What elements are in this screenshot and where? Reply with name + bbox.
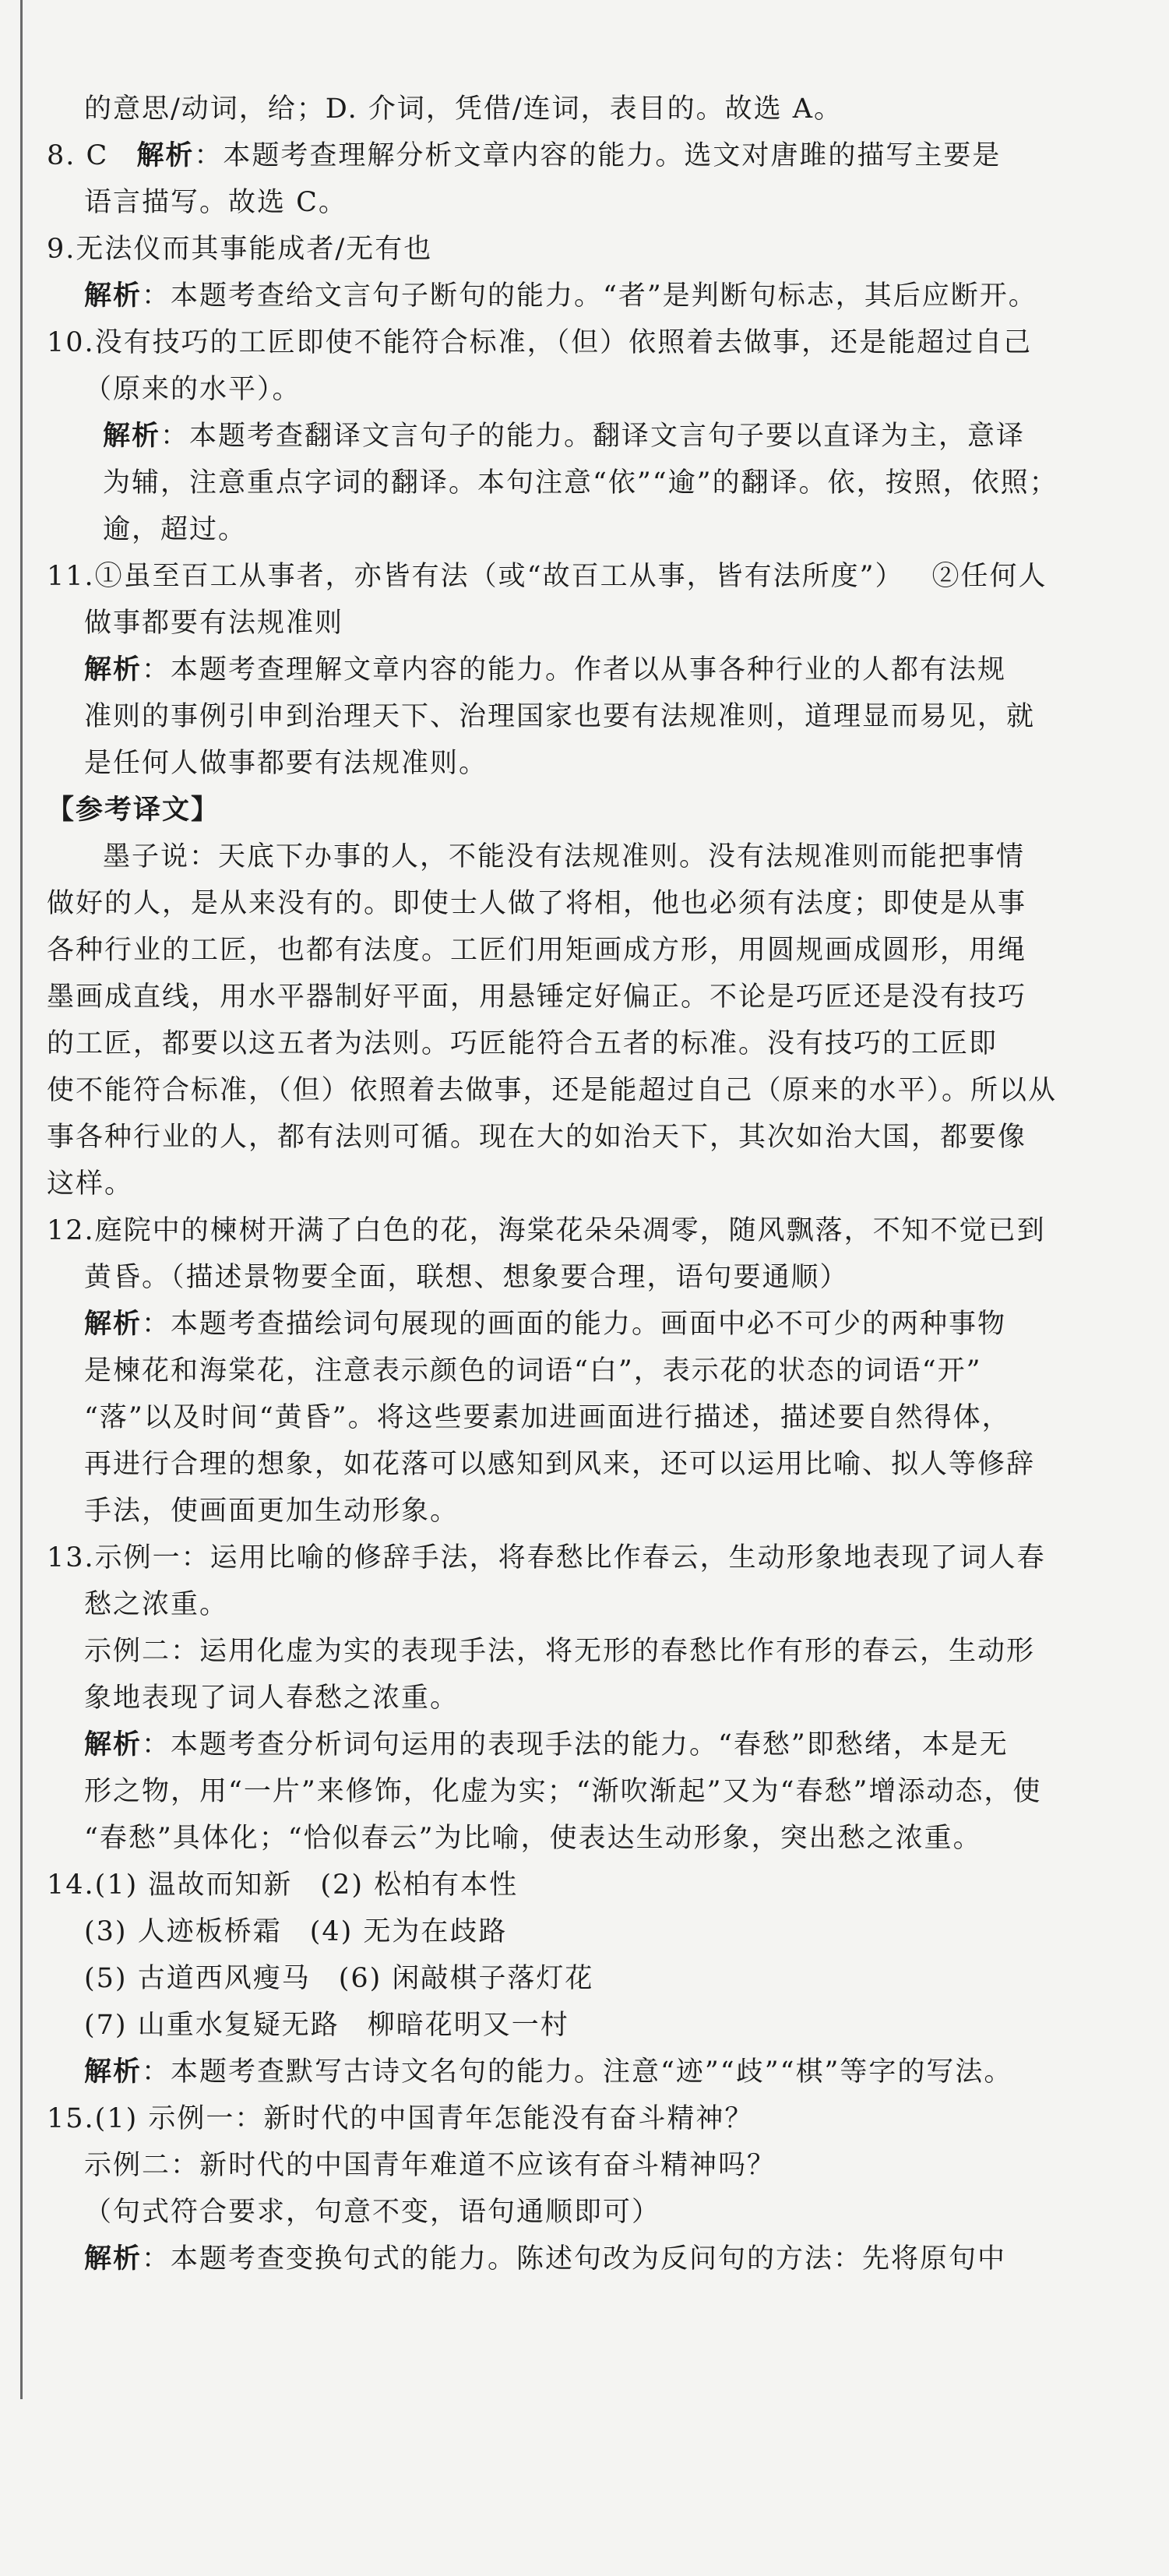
text-line: 语言描写。故选 C。 xyxy=(84,187,347,218)
answer-11: 11.①虽至百工从事者，亦皆有法（或“故百工从事，皆有法所度”） ②任何人 xyxy=(47,561,1048,592)
text-line: 是楝花和海棠花，注意表示颜色的词语“白”，表示花的状态的词语“开” xyxy=(84,1355,982,1387)
text-line: 准则的事例引申到治理天下、治理国家也要有法规准则，道理显而易见，就 xyxy=(84,701,1036,732)
analysis-label: 解析 xyxy=(84,1309,143,1340)
text-line: 逾，超过。 xyxy=(103,514,248,545)
text-line: 形之物，用“一片”来修饰，化虚为实；“渐吹渐起”又为“春愁”增添动态，使 xyxy=(84,1776,1042,1807)
answer-13: 13.示例一：运用比喻的修辞手法，将春愁比作春云，生动形象地表现了词人春 xyxy=(47,1542,1046,1573)
question-number: 13. xyxy=(47,1542,95,1573)
analysis-line: 解析：本题考查翻译文言句子的能力。翻译文言句子要以直译为主，意译 xyxy=(103,421,1026,452)
text-line: 手法，使画面更加生动形象。 xyxy=(84,1496,460,1527)
text-line: 再进行合理的想象，如花落可以感知到风来，还可以运用比喻、拟人等修辞 xyxy=(84,1449,1036,1480)
analysis-label: 解析 xyxy=(84,280,143,312)
translation-line: 做好的人，是从来没有的。即使士人做了将相，他也必须有法度；即使是从事 xyxy=(47,888,1027,919)
analysis-label: 解析 xyxy=(84,2056,143,2088)
analysis-line: 解析：本题考查给文言句子断句的能力。“者”是判断句标志，其后应断开。 xyxy=(84,280,1037,312)
question-number: 15. xyxy=(47,2103,95,2134)
translation-line: 的工匠，都要以这五者为法则。巧匠能符合五者的标准。没有技巧的工匠即 xyxy=(47,1028,998,1059)
question-number: 9. xyxy=(47,234,76,265)
answer-8: 8. C 解析：本题考查理解分析文章内容的能力。选文对唐雎的描写主要是 xyxy=(47,140,1002,171)
analysis-label: 解析 xyxy=(84,2243,143,2275)
analysis-line: 解析：本题考查分析词句运用的表现手法的能力。“春愁”即愁绪，本是无 xyxy=(84,1729,1009,1760)
translation-line: 事各种行业的人，都有法则可循。现在大的如治天下，其次如治大国，都要像 xyxy=(47,1122,1027,1153)
text-line: 为辅，注意重点字词的翻译。本句注意“依”“逾”的翻译。依，按照，依照； xyxy=(103,467,1058,499)
text-line: (3) 人迹板桥霜 (4) 无为在歧路 xyxy=(84,1916,508,1947)
translation-heading: 【参考译文】 xyxy=(47,795,220,826)
answer-14: 14.(1) 温故而知新 (2) 松柏有本性 xyxy=(47,1869,519,1901)
translation-line: 墨画成直线，用水平器制好平面，用悬锤定好偏正。不论是巧匠还是没有技巧 xyxy=(47,981,1027,1013)
analysis-label: 解析 xyxy=(103,421,161,452)
translation-line: 墨子说：天底下办事的人，不能没有法规准则。没有法规准则而能把事情 xyxy=(103,841,1026,872)
text-line: (5) 古道西风瘦马 (6) 闲敲棋子落灯花 xyxy=(84,1963,594,1994)
analysis-line: 解析：本题考查变换句式的能力。陈述句改为反问句的方法：先将原句中 xyxy=(84,2243,1007,2275)
text-line: 示例二：新时代的中国青年难道不应该有奋斗精神吗？ xyxy=(84,2150,776,2181)
text-line: “落”以及时间“黄昏”。将这些要素加进画面进行描述，描述要自然得体， xyxy=(84,1402,1011,1433)
analysis-line: 解析：本题考查默写古诗文名句的能力。注意“迹”“歧”“棋”等字的写法。 xyxy=(84,2056,1013,2088)
analysis-label: 解析 xyxy=(84,654,143,685)
translation-line: 各种行业的工匠，也都有法度。工匠们用矩画成方形，用圆规画成圆形，用绳 xyxy=(47,935,1027,966)
text-line: “春愁”具体化；“恰似春云”为比喻，使表达生动形象，突出愁之浓重。 xyxy=(84,1823,982,1854)
text-line: 是任何人做事都要有法规准则。 xyxy=(84,748,488,779)
analysis-line: 解析：本题考查描绘词句展现的画面的能力。画面中必不可少的两种事物 xyxy=(84,1309,1007,1340)
text-line: 黄昏。（描述景物要全面，联想、想象要合理，语句要通顺） xyxy=(84,1262,849,1293)
text-line: （原来的水平）。 xyxy=(84,374,301,405)
analysis-label: 解析 xyxy=(84,1729,143,1760)
question-number: 10. xyxy=(47,327,95,358)
answer-content xyxy=(47,86,1125,2282)
text-line: 象地表现了词人春愁之浓重。 xyxy=(84,1683,460,1714)
text-line: 的意思/动词，给；D. 介词，凭借/连词，表目的。故选 A。 xyxy=(84,93,843,125)
text-line: 做事都要有法规准则 xyxy=(84,608,344,639)
answer-15: 15.(1) 示例一：新时代的中国青年怎能没有奋斗精神？ xyxy=(47,2103,754,2134)
question-number: 8. C xyxy=(47,140,109,171)
analysis-line: 解析：本题考查理解文章内容的能力。作者以从事各种行业的人都有法规 xyxy=(84,654,1007,685)
answer-9: 9.无法仪而其事能成者/无有也 xyxy=(47,234,433,265)
left-margin-rule xyxy=(20,0,23,2399)
question-number: 14. xyxy=(47,1869,95,1901)
translation-line: 这样。 xyxy=(47,1168,134,1200)
question-number: 11. xyxy=(47,561,95,592)
answer-10: 10.没有技巧的工匠即使不能符合标准，（但）依照着去做事，还是能超过自己 xyxy=(47,327,1033,358)
text-line: 愁之浓重。 xyxy=(84,1589,229,1620)
text-line: (7) 山重水复疑无路 柳暗花明又一村 xyxy=(84,2010,569,2041)
answer-12: 12.庭院中的楝树开满了白色的花，海棠花朵朵凋零，随风飘落，不知不觉已到 xyxy=(47,1215,1046,1246)
text-line: 示例二：运用化虚为实的表现手法，将无形的春愁比作有形的春云，生动形 xyxy=(84,1636,1036,1667)
translation-line: 使不能符合标准，（但）依照着去做事，还是能超过自己（原来的水平）。所以从 xyxy=(47,1075,1058,1106)
text-line: （句式符合要求，句意不变，语句通顺即可） xyxy=(84,2197,661,2228)
question-number: 12. xyxy=(47,1215,95,1246)
analysis-label: 解析 xyxy=(136,140,195,171)
